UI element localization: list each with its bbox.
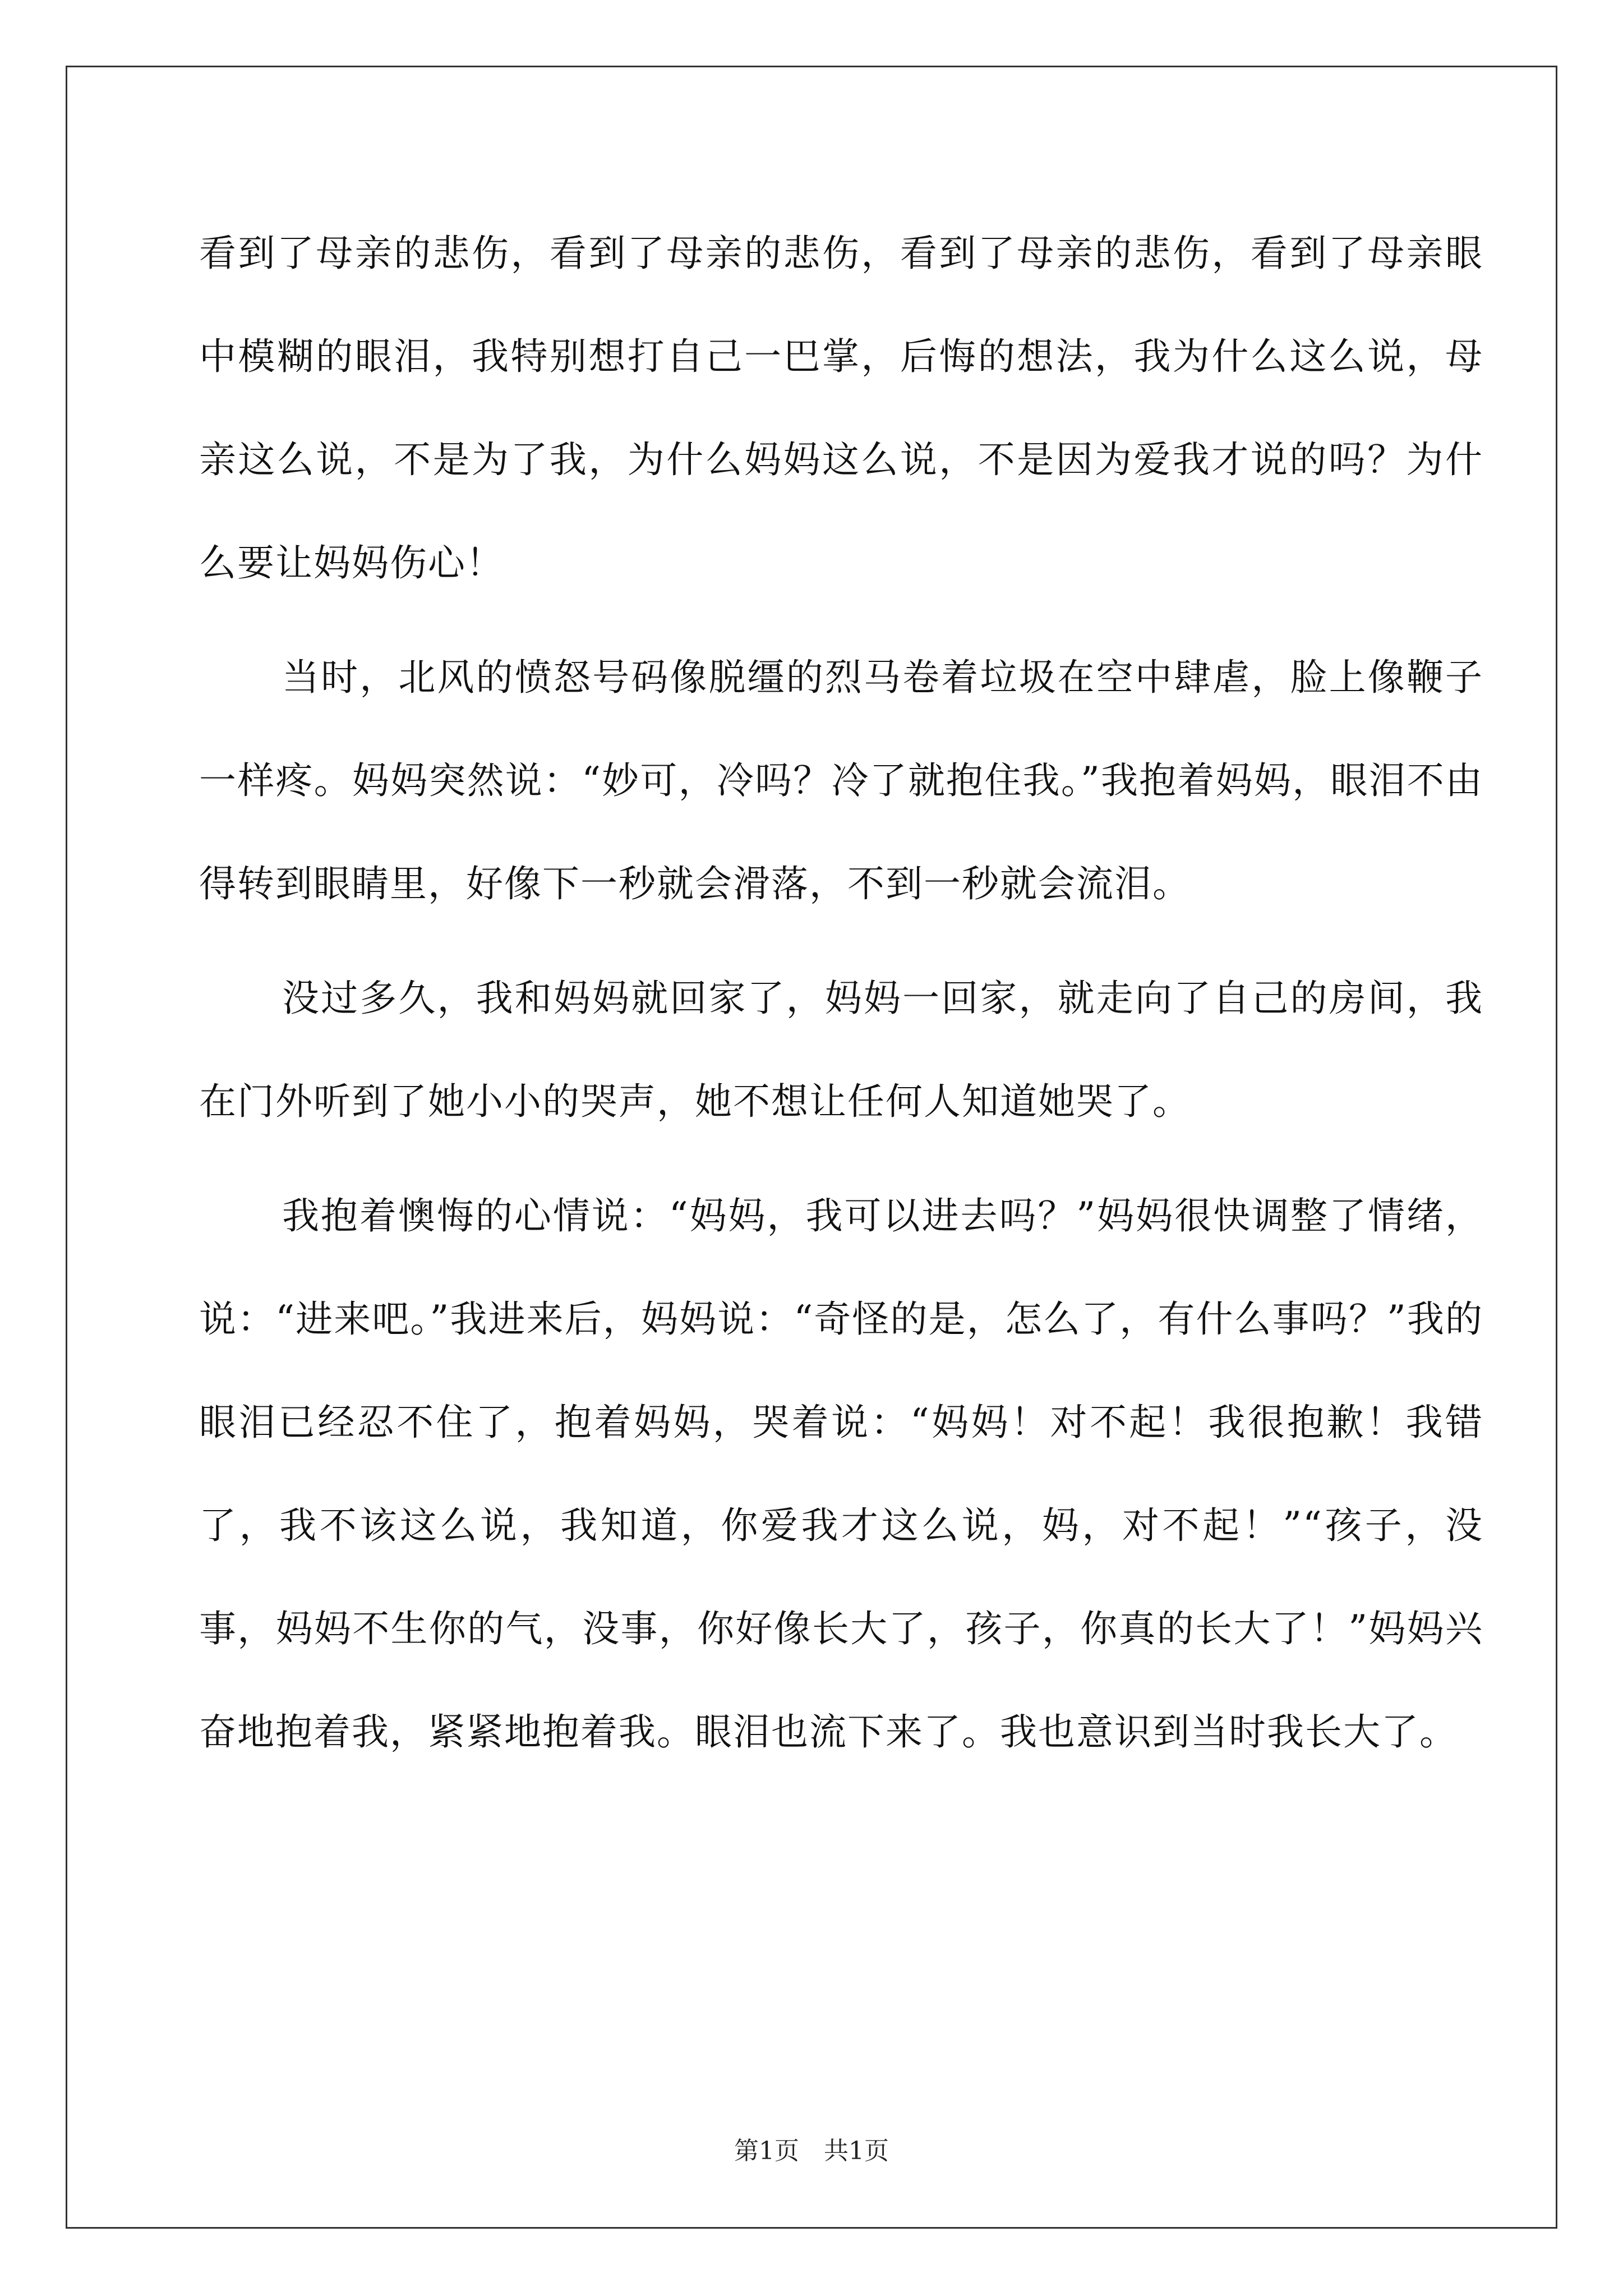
page-number-footer: 第1页 共1页 xyxy=(734,2137,889,2165)
document-body xyxy=(199,202,1483,1784)
paragraph-3: 没过多久，我和妈妈就回家了，妈妈一回家，就走向了自己的房间，我在门外听到了她小小的哭声，她不想让任何人知道她哭了。 xyxy=(199,977,1483,1123)
paragraph-2: 当时，北风的愤怒号码像脱缰的烈马卷着垃圾在空中肆虐，脸上像鞭子一样疼。妈妈突然说：“妙可，冷吗？冷了就抱住我。”我抱着妈妈，眼泪不由得转到眼睛里，好像下一秒就会滑落，不到一秒就会流泪。 xyxy=(199,656,1483,905)
paragraph-1: 看到了母亲的悲伤，看到了母亲的悲伤，看到了母亲的悲伤，看到了母亲眼中模糊的眼泪，我特别想打自己一巴掌，后悔的想法，我为什么这么说，母亲这么说，不是为了我，为什么妈妈这么说，不是因为爱我才说的吗？为什么要让妈妈伤心！ xyxy=(199,232,1483,585)
paragraph-4: 我抱着懊悔的心情说：“妈妈，我可以进去吗？”妈妈很快调整了情绪，说：“进来吧。”我进来后，妈妈说：“奇怪的是，怎么了，有什么事吗？”我的眼泪已经忍不住了，抱着妈妈，哭着说：“妈妈！对不起！我很抱歉！我错了，我不该这么说，我知道，你爱我才这么说，妈，对不起！”“孩子，没事，妈妈不生你的气，没事，你好像长大了，孩子，你真的长大了！”妈妈兴奋地抱着我，紧紧地抱着我。眼泪也流下来了。我也意识到当时我长大了。 xyxy=(199,1194,1483,1754)
